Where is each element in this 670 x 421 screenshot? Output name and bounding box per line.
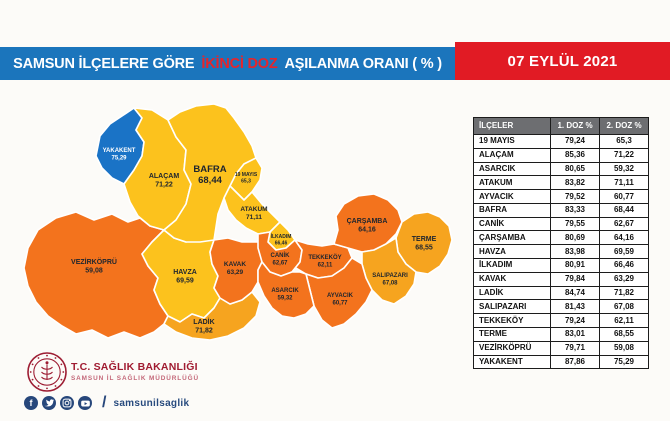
table-row: [474, 327, 649, 341]
dose2-value-cell: 69,59: [600, 245, 649, 259]
district-name-cell: KAVAK: [474, 272, 551, 286]
dose2-value-cell: 60,77: [600, 190, 649, 204]
dose2-value-cell: 59,08: [600, 341, 649, 355]
ministry-text-block: [71, 361, 199, 382]
map-label-salipazari: SALIPAZARI 67,08: [372, 273, 408, 287]
district-name-cell: ASARCIK: [474, 162, 551, 176]
table-row: [474, 286, 649, 300]
district-name-cell: AYVACIK: [474, 190, 551, 204]
district-name-cell: TEKKEKÖY: [474, 314, 551, 328]
dose2-value-cell: 59,32: [600, 162, 649, 176]
map-label-ayvacik: AYVACIK 60,77: [326, 293, 354, 307]
dose2-value-cell: 75,29: [600, 355, 649, 369]
table-row: [474, 135, 649, 149]
dose1-value-cell: 79,55: [551, 217, 600, 231]
dose2-value-cell: 71,82: [600, 286, 649, 300]
dose1-value-cell: 79,71: [551, 341, 600, 355]
dose2-value-cell: 71,22: [600, 148, 649, 162]
map-label-vezirkopru: VEZİRKÖPRÜ 59,08: [71, 259, 117, 275]
dose1-value-cell: 83,01: [551, 327, 600, 341]
map-label-ilkadim: İLKADIM 66,46: [270, 234, 292, 247]
table-row: [474, 259, 649, 273]
district-name-cell: CANİK: [474, 217, 551, 231]
map-label-yakakent: YAKAKENT 75,29: [102, 148, 136, 162]
map-label-asarcik: ASARCIK 59,32: [271, 288, 299, 302]
table-row: [474, 245, 649, 259]
dose1-value-cell: 83,82: [551, 176, 600, 190]
dose1-value-cell: 85,36: [551, 148, 600, 162]
table-row: [474, 190, 649, 204]
district-name-cell: 19 MAYIS: [474, 135, 551, 149]
dose1-value-cell: 84,74: [551, 286, 600, 300]
district-name-cell: LADİK: [474, 286, 551, 300]
table-row: [474, 314, 649, 328]
table-row: [474, 355, 649, 369]
district-name-cell: VEZİRKÖPRÜ: [474, 341, 551, 355]
dose1-value-cell: 79,52: [551, 190, 600, 204]
dose1-value-cell: 79,24: [551, 135, 600, 149]
samsun-district-map: [18, 92, 460, 358]
district-name-cell: SALIPAZARI: [474, 300, 551, 314]
map-label-tekkekoy: TEKKEKÖY 62,11: [308, 255, 342, 269]
table-row: [474, 300, 649, 314]
district-name-cell: ATAKUM: [474, 176, 551, 190]
date-label: 07 EYLÜL 2021: [507, 52, 618, 70]
dose2-value-cell: 66,46: [600, 259, 649, 273]
table-row: [474, 148, 649, 162]
dose1-value-cell: 80,69: [551, 231, 600, 245]
ministry-subtitle: SAMSUN İL SAĞLIK MÜDÜRLÜĞÜ: [71, 375, 200, 382]
map-label-atakum: ATAKUM 71,11: [240, 206, 268, 221]
table-row: [474, 272, 649, 286]
dose2-value-cell: 62,11: [600, 314, 649, 328]
map-label-havza: HAVZA 69,59: [173, 269, 197, 285]
map-label-kavak: KAVAK 63,29: [223, 261, 247, 276]
title-part1: SAMSUN İLÇELERE GÖRE: [13, 55, 195, 72]
social-row: [24, 394, 189, 412]
map-label-terme: TERME 68,55: [411, 236, 437, 252]
table-row: [474, 162, 649, 176]
slash-separator: /: [102, 394, 107, 411]
ministry-logo: [26, 351, 68, 393]
dose2-value-cell: 71,11: [600, 176, 649, 190]
table-row: [474, 217, 649, 231]
dose1-value-cell: 79,84: [551, 272, 600, 286]
title-part2: AŞILANMA ORANI ( % ): [284, 55, 442, 72]
dose1-value-cell: 80,91: [551, 259, 600, 273]
dose2-value-cell: 67,08: [600, 300, 649, 314]
title-bar: [0, 47, 455, 80]
dose1-value-cell: 80,65: [551, 162, 600, 176]
dose1-value-cell: 83,98: [551, 245, 600, 259]
district-name-cell: İLKADIM: [474, 259, 551, 273]
district-name-cell: HAVZA: [474, 245, 551, 259]
col-header-district: İLÇELER: [474, 118, 551, 135]
twitter-icon[interactable]: [42, 396, 56, 410]
dose2-value-cell: 65,3: [600, 135, 649, 149]
social-handle[interactable]: samsunilsaglik: [113, 397, 190, 409]
table-row: [474, 203, 649, 217]
dose1-value-cell: 79,24: [551, 314, 600, 328]
district-name-cell: ÇARŞAMBA: [474, 231, 551, 245]
map-label-canik: CANİK 62,67: [270, 253, 290, 267]
youtube-icon[interactable]: [78, 396, 92, 410]
facebook-icon[interactable]: f: [24, 396, 38, 410]
table-row: [474, 176, 649, 190]
vaccination-table: [473, 117, 649, 369]
dose2-value-cell: 64,16: [600, 231, 649, 245]
instagram-icon[interactable]: [60, 396, 74, 410]
ministry-title: T.C. SAĞLIK BAKANLIĞI: [71, 361, 198, 373]
logo-caduceus-icon: [42, 365, 53, 381]
map-region-vezirkopru: [24, 212, 168, 338]
title-highlight: İKİNCİ DOZ: [201, 55, 278, 72]
district-name-cell: YAKAKENT: [474, 355, 551, 369]
dose2-value-cell: 68,55: [600, 327, 649, 341]
table-row: [474, 231, 649, 245]
dose2-value-cell: 68,44: [600, 203, 649, 217]
district-name-cell: ALAÇAM: [474, 148, 551, 162]
map-label-bafra: BAFRA 68,44: [193, 164, 227, 186]
map-label-ladik: LADİK 71,82: [193, 319, 215, 335]
dose1-value-cell: 81,43: [551, 300, 600, 314]
map-label-carsamba: ÇARŞAMBA 64,16: [346, 218, 388, 234]
col-header-dose2: 2. DOZ %: [600, 118, 649, 135]
map-label-alacam: ALAÇAM 71,22: [148, 173, 180, 189]
map-label-mayis19: 19 MAYIS 65,3: [234, 172, 258, 185]
table-header-row: [474, 118, 649, 135]
dose1-value-cell: 83,33: [551, 203, 600, 217]
district-name-cell: TERME: [474, 327, 551, 341]
district-name-cell: BAFRA: [474, 203, 551, 217]
date-box: [455, 42, 670, 80]
dose1-value-cell: 87,86: [551, 355, 600, 369]
col-header-dose1: 1. DOZ %: [551, 118, 600, 135]
dose2-value-cell: 63,29: [600, 272, 649, 286]
table-row: [474, 341, 649, 355]
dose2-value-cell: 62,67: [600, 217, 649, 231]
